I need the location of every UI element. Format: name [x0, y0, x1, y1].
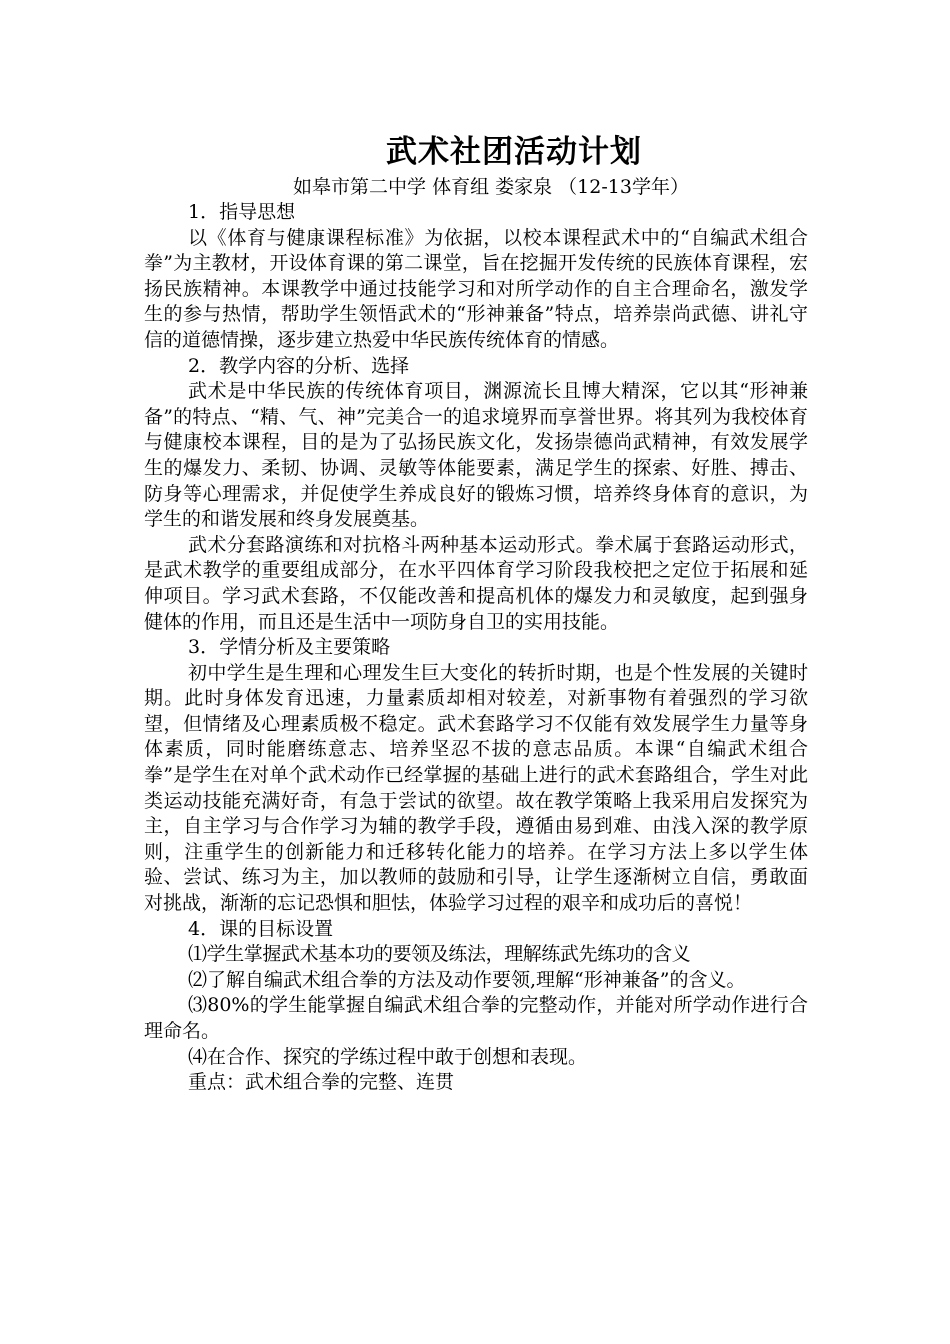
document-page [144, 130, 808, 1096]
document-subtitle: 如皋市第二中学 体育组 娄家泉 （12-13学年） [293, 176, 689, 198]
document-title: 武术社团活动计划 [386, 134, 642, 170]
body-paragraph: 武术是中华民族的传统体育项目，渊源流长且博大精深，它以其“形神兼备”的特点、“精、气、神”完美合一的追求境界而享誉世界。将其列为我校体育与健康校本课程，目的是为了弘扬民族文化，发扬崇德尚武精神，有效发展学生的爆发力、柔韧、协调、灵敏等体能要素，满足学生的探索、好胜、搏击、防身等心理需求，并促使学生养成良好的锻炼习惯，培养终身体育的意识，为学生的和谐发展和终身发展奠基。 [144, 380, 808, 531]
key-point: 重点：武术组合拳的完整、连贯 [188, 1071, 455, 1094]
section-heading: 4．课的目标设置 [188, 917, 334, 940]
objective-item: ⑶80%的学生能掌握自编武术组合拳的完整动作，并能对所学动作进行合理命名。 [144, 994, 808, 1042]
section-student-analysis [144, 635, 808, 917]
section-guiding-ideology [144, 200, 808, 354]
objective-item: ⑷在合作、探究的学练过程中敢于创想和表现。 [188, 1045, 588, 1068]
section-heading: 3．学情分析及主要策略 [188, 636, 391, 659]
section-heading: 1．指导思想 [188, 201, 296, 223]
body-paragraph: 初中学生是生理和心理发生巨大变化的转折时期，也是个性发展的关键时期。此时身体发育迅速，力量素质却相对较差，对新事物有着强烈的学习欲望，但情绪及心理素质极不稳定。武术套路学习不仅能有效发展学生力量等身体素质，同时能磨练意志、培养坚忍不拔的意志品质。本课“自编武术组合拳”是学生在对单个武术动作已经掌握的基础上进行的武术套路组合，学生对此类运动技能充满好奇，有急于尝试的欲望。故在教学策略上我采用启发探究为主，自主学习与合作学习为辅的教学手段，遵循由易到难、由浅入深的教学原则，注重学生的创新能力和迁移转化能力的培养。在学习方法上多以学生体验、尝试、练习为主，加以教师的鼓励和引导，让学生逐渐树立自信，勇敢面对挑战，渐渐的忘记恐惧和胆怯，体验学习过程的艰辛和成功后的喜悦！ [144, 661, 808, 915]
objective-item: ⑵了解自编武术组合拳的方法及动作要领,理解“形神兼备”的含义。 [188, 968, 746, 991]
objective-item: ⑴学生掌握武术基本功的要领及练法，理解练武先练功的含义 [188, 943, 691, 966]
section-content-analysis [144, 354, 808, 636]
section-lesson-objectives [144, 917, 808, 1096]
body-paragraph: 武术分套路演练和对抗格斗两种基本运动形式。拳术属于套路运动形式，是武术教学的重要组成部分，在水平四体育学习阶段我校把之定位于拓展和延伸项目。学习武术套路，不仅能改善和提高机体的爆发力和灵敏度，起到强身健体的作用，而且还是生活中一项防身自卫的实用技能。 [144, 533, 808, 633]
body-paragraph: 以《体育与健康课程标准》为依据，以校本课程武术中的“自编武术组合拳”为主教材，开设体育课的第二课堂，旨在挖掘开发传统的民族体育课程，宏扬民族精神。本课教学中通过技能学习和对所学动作的自主合理命名，激发学生的参与热情，帮助学生领悟武术的“形神兼备”特点，培养崇尚武德、讲礼守信的道德情操，逐步建立热爱中华民族传统体育的情感。 [144, 226, 808, 351]
section-heading: 2．教学内容的分析、选择 [188, 354, 410, 377]
